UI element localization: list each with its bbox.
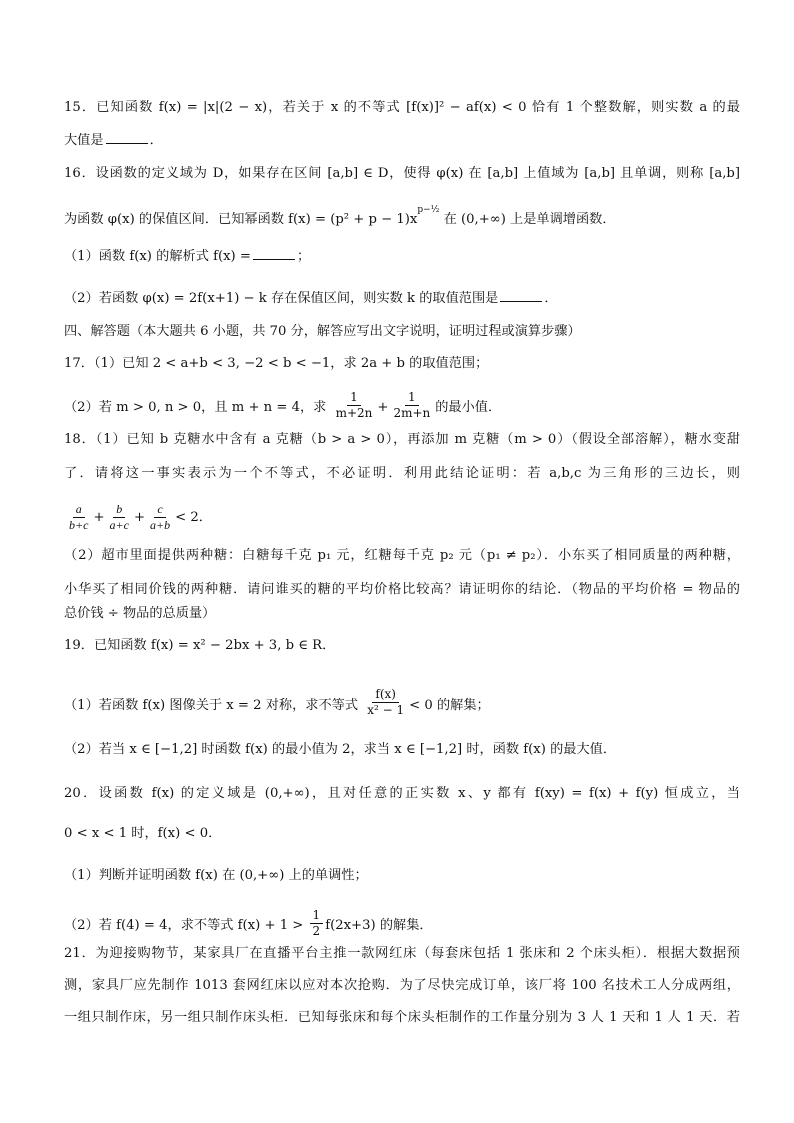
q20-part2-pre: （2）若 f(4) = 4，求不等式 f(x) + 1 > [64,918,304,933]
q20-fraction: $\frac{1}{2}$ [310,908,324,939]
q15-answer-label: 大值是 [64,133,104,148]
q15-answer-blank [106,131,148,144]
q18-part2-line1: （2）超市里面提供两种糖：白糖每千克 p₁ 元，红糖每千克 p₂ 元（p₁ ≠ p₂）．小东买了相同质量的两种糖， [64,548,740,563]
q17-line1: 17．（1）已知 2 < a+b < 3, −2 < b < −1，求 2a + b 的取值范围； [64,356,489,371]
q16-part1-blank [253,247,295,260]
q16-line2-post: 在 (0,+∞) 上是单调增函数． [439,212,616,227]
q18-inequality: $\frac{a}{b+c}$ + $\frac{b}{a+c}$ + $\frac{c}{a+b}$ < 2． [64,502,740,533]
q17-fraction-1: $\frac{1}{m+2n}$ [335,390,373,420]
q20-part2-post: f(2x+3) 的解集． [325,918,433,933]
q21-line1: 21．为迎接购物节，某家具厂在直播平台主推一款网红床（每套床包括 1 张床和 2 个床头柜）．根据大数据预 [64,946,740,961]
q18-part2-line3: 总价钱 ÷ 物品的总质量） [64,606,216,621]
q19-line1: 19．已知函数 f(x) = x² − 2bx + 3, b ∈ R． [64,638,336,653]
q17-fraction-2: $\frac{1}{2m+n}$ [393,390,431,420]
q19-part1-post: < 0 的解集； [409,698,490,713]
q18-part2-line2: 小华买了相同价钱的两种糖．请问谁买的糖的平均价格比较高？请证明你的结论．（物品的平均价格 = 物品的 [64,582,740,597]
q18-fraction-b: $\frac{b}{a+c}$ [109,502,129,532]
q16-part2-end: ． [544,291,558,306]
section-heading: 四、解答题（本大题共 6 小题，共 70 分，解答应写出文字说明，证明过程或演算步骤） [64,324,581,339]
q18-ineq-end: < 2． [175,510,212,525]
q16-line2-pre: 为函数 φ(x) 的保值区间．已知幂函数 f(x) = (p² + p − 1)x [64,212,418,227]
q21-line2: 测，家具厂应先制作 1013 套网红床以应对本次抢购．为了尽快完成订单，该厂将 100 名技术工人分成两组， [64,978,740,993]
q17-line2-pre: （2）若 m > 0, n > 0，且 m + n = 4，求 [64,400,327,415]
q17-plus: + [377,400,389,415]
q20-part1: （1）判断并证明函数 f(x) 在 (0,+∞) 上的单调性； [64,868,368,883]
q19-part1 [64,687,740,721]
q16-part2-blank [500,289,542,302]
q21-line3: 一组只制作床，另一组只制作床头柜．已知每张床和每个床头柜制作的工作量分别为 3 人 1 天和 1 人 1 天．若 [64,1010,740,1025]
q18-fraction-a: $\frac{a}{b+c}$ [69,502,89,532]
q16-part1-text: （1）函数 f(x) 的解析式 f(x) = [64,249,251,264]
q18-line2: 了．请将这一事实表示为一个不等式，不必证明．利用此结论证明：若 a,b,c 为三角形的三边长，则 [64,466,740,481]
q20-line1: 20．设函数 f(x) 的定义域是 (0,+∞)，且对任意的正实数 x、y 都有 f(xy) = f(x) + f(y) 恒成立，当 [64,786,740,801]
q19-fraction: $\frac{f(x)}{\text{x² − 1}}$ [367,687,405,717]
q16-part2 [64,289,740,309]
q16-line1: 16．设函数的定义域为 D，如果存在区间 [a,b] ∈ D，使得 φ(x) 在 [a,b] 上值域为 [a,b] 且单调，则称 [a,b] [64,166,740,181]
q20-part2 [64,910,740,941]
q15-line1: 15．已知函数 f(x) = |x|(2 − x)，若关于 x 的不等式 [f(x)]² − af(x) < 0 恰有 1 个整数解，则实数 a 的最 [64,100,740,115]
q18-line1: 18．（1）已知 b 克糖水中含有 a 克糖（b > a > 0），再添加 m 克糖（m > 0）（假设全部溶解），糖水变甜 [64,432,740,447]
q17-line2-post: 的最小值． [435,400,502,415]
q15-line2: 大值是 ． [64,133,163,148]
q19-part2: （2）若当 x ∈ [−1,2] 时函数 f(x) 的最小值为 2，求当 x ∈ [−1,2] 时，函数 f(x) 的最大值． [64,742,617,757]
q16-part1 [64,247,740,267]
q16-exponent: p−½ [417,204,440,215]
q16-part1-end: ； [296,249,311,264]
q18-fraction-c: $\frac{c}{a+b}$ [150,502,171,532]
q16-part2-text: （2）若函数 φ(x) = 2f(x+1) − k 存在保值区间，则实数 k 的取值范围是 [64,291,499,306]
q20-line2: 0 < x < 1 时，f(x) < 0． [64,826,222,841]
q17-line2 [64,392,740,423]
q19-part1-pre: （1）若函数 f(x) 图像关于 x = 2 对称，求不等式 [64,698,359,713]
